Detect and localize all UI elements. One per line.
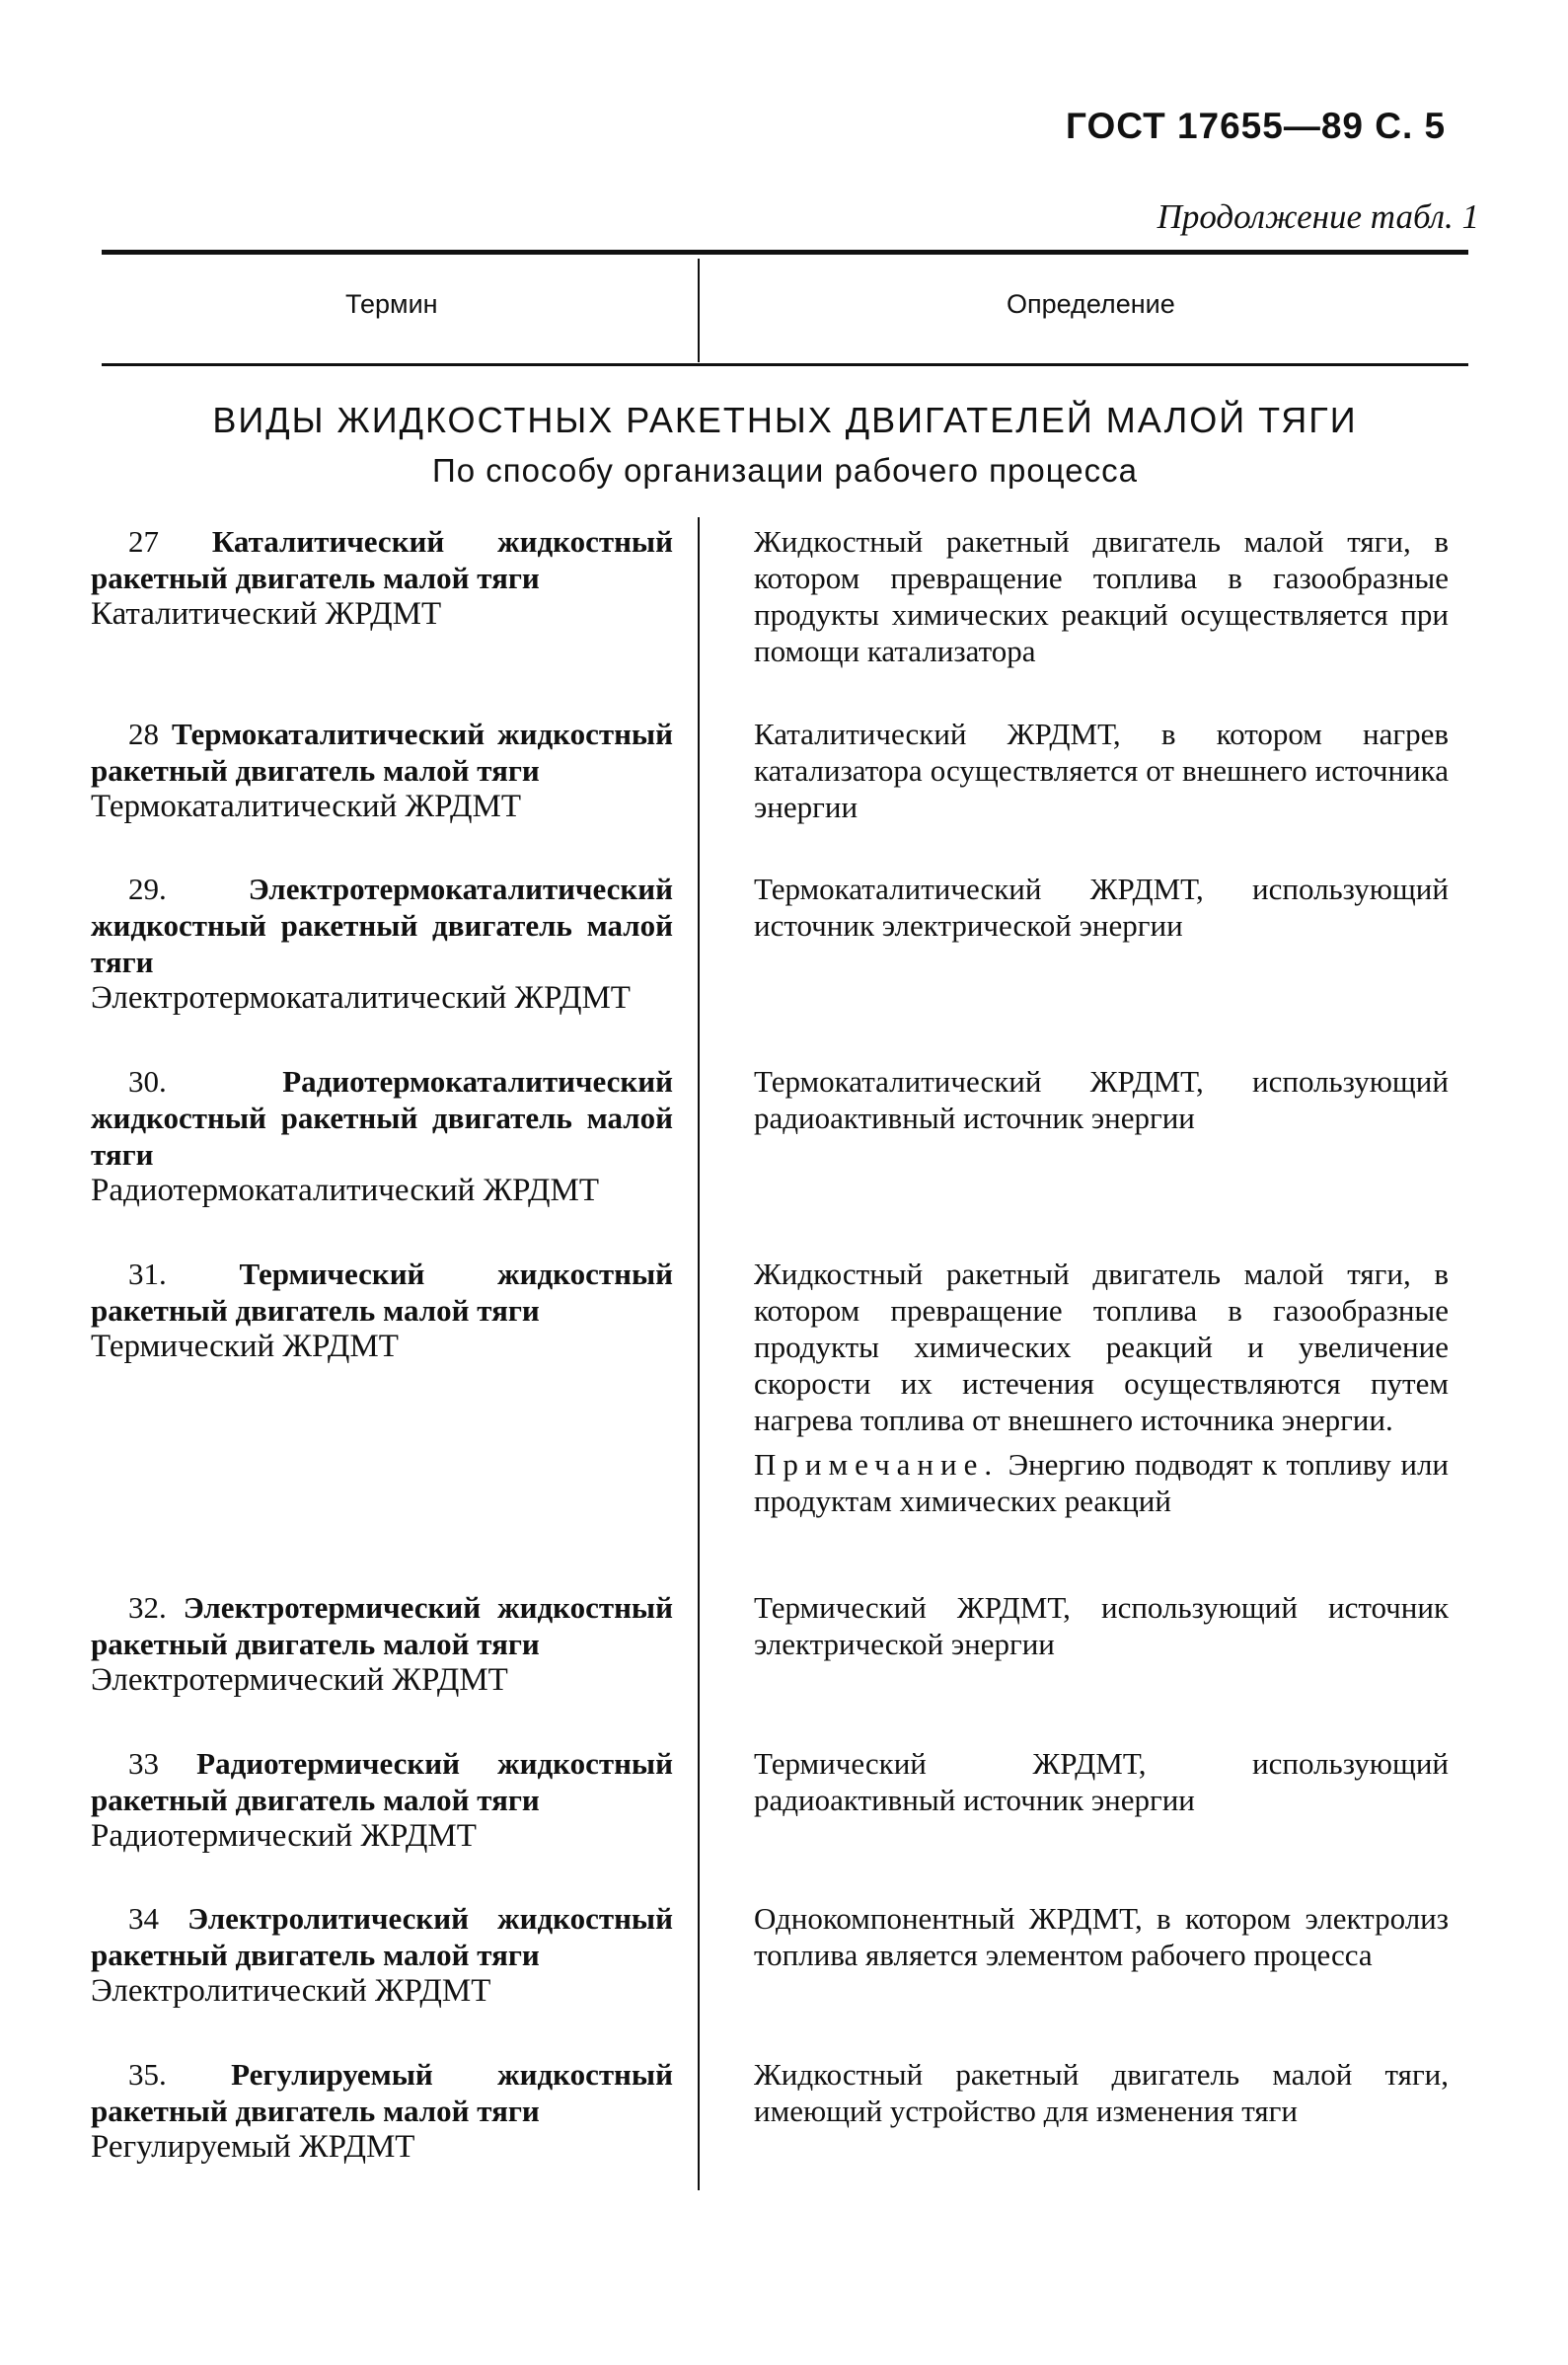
term-number: 29. <box>128 872 167 906</box>
definition-entry <box>718 1745 1449 1818</box>
definition-text: Термокаталитический ЖРДМТ, использующий радиоактивный источник энергии <box>754 1064 1449 1135</box>
term-entry <box>91 1900 673 2010</box>
term-abbreviation: Электротермический ЖРДМТ <box>91 1662 508 1698</box>
term-name: Электротермический жидкостный ракетный двигатель малой тяги <box>91 1590 673 1661</box>
term-abbreviation: Термокаталитический ЖРДМТ <box>91 789 521 824</box>
term-name: Электролитический жидкостный ракетный двигатель малой тяги <box>91 1901 674 1972</box>
definition-text: Однокомпонентный ЖРДМТ, в котором электролиз топлива является элементом рабочего процесса <box>754 1901 1449 1972</box>
term-abbreviation: Электролитический ЖРДМТ <box>91 1973 491 2009</box>
column-divider-header <box>698 259 700 362</box>
term-entry <box>91 1589 673 1699</box>
note-text: Энергию подводят к топливу или продуктам химических реакций <box>754 1447 1450 1518</box>
term-entry <box>91 2056 673 2166</box>
term-entry <box>91 716 673 825</box>
definition-text: Термический ЖРДМТ, использующий источник электрической энергии <box>754 1590 1449 1661</box>
term-entry <box>91 523 673 633</box>
term-name: Каталитический жидкостный ракетный двигатель малой тяги <box>91 524 673 595</box>
term-name: Термический жидкостный ракетный двигатель малой тяги <box>91 1257 674 1328</box>
column-header-term: Термин <box>345 289 438 319</box>
definition-entry <box>718 1900 1449 1973</box>
definition-text: Каталитический ЖРДМТ, в котором нагрев катализатора осуществляется от внешнего источника энергии <box>754 717 1449 824</box>
definition-entry <box>718 716 1449 825</box>
column-header-definition: Определение <box>1007 289 1175 319</box>
definition-entry <box>718 1256 1449 1519</box>
definition-note <box>718 1446 1449 1519</box>
term-abbreviation: Регулируемый ЖРДМТ <box>91 2129 415 2165</box>
table-header-rule <box>102 363 1468 366</box>
definition-text: Термокаталитический ЖРДМТ, использующий источник электрической энергии <box>754 872 1449 943</box>
term-entry <box>91 1256 673 1365</box>
definition-text: Жидкостный ракетный двигатель малой тяги, имеющий устройство для изменения тяги <box>754 2057 1449 2128</box>
term-name: Радиотермический жидкостный ракетный двигатель малой тяги <box>91 1746 673 1817</box>
term-entry <box>91 871 673 1017</box>
term-number: 34 <box>128 1901 159 1936</box>
definition-text: Термический ЖРДМТ, использующий радиоактивный источник энергии <box>754 1746 1449 1817</box>
table-top-rule <box>102 250 1468 255</box>
term-number: 30. <box>128 1064 167 1099</box>
term-entry <box>91 1063 673 1209</box>
page-header: ГОСТ 17655—89 С. 5 <box>1066 106 1447 146</box>
term-name: Электротермокаталитический жидкостный ракетный двигатель малой тяги <box>91 872 673 979</box>
definition-entry <box>718 871 1449 944</box>
definition-entry <box>718 1589 1449 1662</box>
column-divider-body <box>698 517 700 2190</box>
term-abbreviation: Термический ЖРДМТ <box>91 1329 399 1364</box>
term-entry <box>91 1745 673 1855</box>
definition-entry <box>718 2056 1449 2129</box>
term-name: Радиотермокаталитический жидкостный ракетный двигатель малой тяги <box>91 1064 673 1172</box>
term-name: Регулируемый жидкостный ракетный двигатель малой тяги <box>91 2057 673 2128</box>
definition-text: Жидкостный ракетный двигатель малой тяги, в котором превращение топлива в газообразные продукты химических реакций осуществляется при помощи катализатора <box>754 524 1449 668</box>
term-abbreviation: Радиотермический ЖРДМТ <box>91 1818 477 1854</box>
term-number: 32. <box>128 1590 167 1625</box>
term-abbreviation: Радиотермокаталитический ЖРДМТ <box>91 1173 600 1208</box>
term-abbreviation: Электротермокаталитический ЖРДМТ <box>91 980 631 1016</box>
section-subtitle: По способу организации рабочего процесса <box>432 452 1138 489</box>
definition-entry <box>718 1063 1449 1136</box>
term-number: 31. <box>128 1257 167 1291</box>
term-abbreviation: Каталитический ЖРДМТ <box>91 596 442 632</box>
definition-entry <box>718 523 1449 669</box>
term-number: 33 <box>128 1746 159 1781</box>
section-title: ВИДЫ ЖИДКОСТНЫХ РАКЕТНЫХ ДВИГАТЕЛЕЙ МАЛОЙ ТЯГИ <box>212 400 1358 440</box>
term-number: 27 <box>128 524 159 559</box>
continuation-label: Продолжение табл. 1 <box>1157 197 1479 236</box>
term-name: Термокаталитический жидкостный ракетный двигатель малой тяги <box>91 717 673 788</box>
definition-text: Жидкостный ракетный двигатель малой тяги, в котором превращение топлива в газообразные продукты химических реакций и увеличение скорости их истечения осуществляются путем нагрева топлива от внешнего источника энергии. <box>754 1257 1449 1437</box>
note-label: Примечание. <box>754 1447 1000 1482</box>
term-number: 35. <box>128 2057 167 2092</box>
term-number: 28 <box>128 717 159 751</box>
